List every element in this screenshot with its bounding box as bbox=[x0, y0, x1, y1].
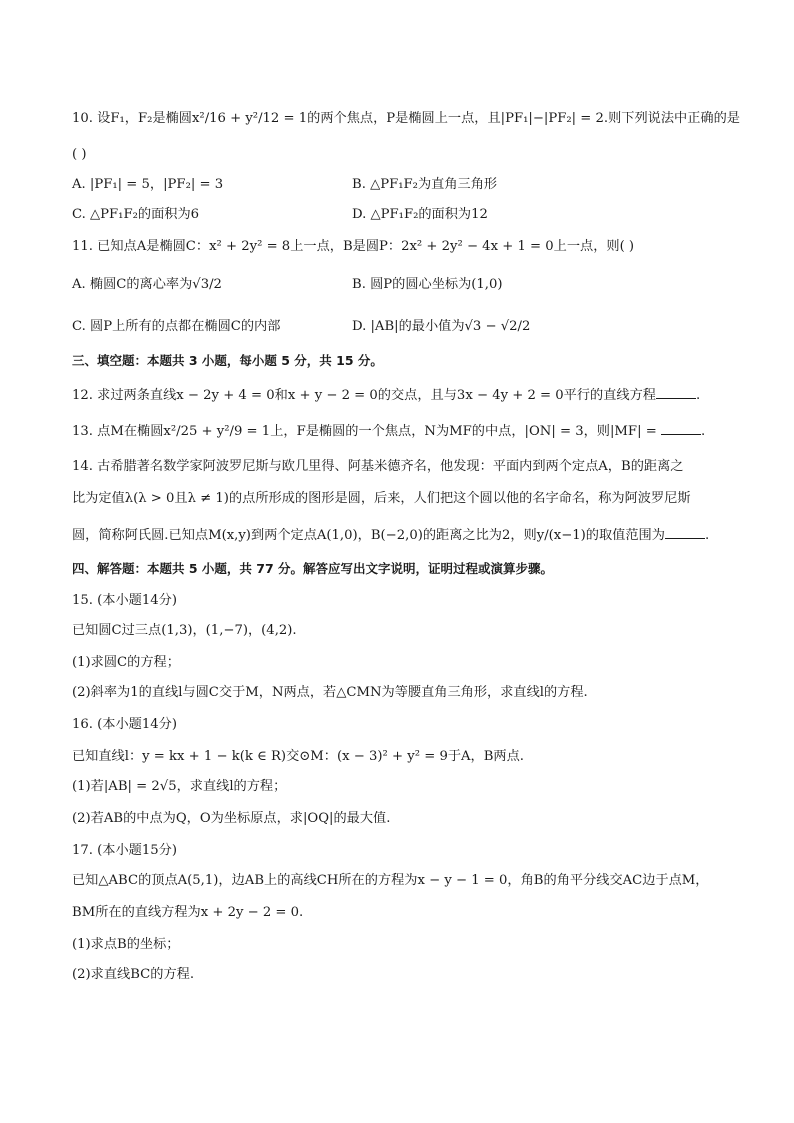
q13-text: 13. 点M在椭圆x²/25 + y²/9 = 1上，F是椭圆的一个焦点，N为MF的中点，|ON| = 3，则|MF| = . bbox=[72, 420, 724, 441]
q12-stem: 12. 求过两条直线x − 2y + 4 = 0和x + y − 2 = 0的交点，且与3x − 4y + 2 = 0平行的直线方程 bbox=[72, 388, 656, 403]
q14-line1: 14. 古希腊著名数学家阿波罗尼斯与欧几里得、阿基米德齐名，他发现：平面内到两个定点A，B的距离之 bbox=[72, 459, 684, 474]
section-4-heading: 四、解答题：本题共 5 小题，共 77 分。解答应写出文字说明，证明过程或演算步骤。 bbox=[72, 561, 554, 576]
q11-option-d: D. |AB|的最小值为√3 − √2/2 bbox=[352, 319, 531, 334]
q15-line1: 已知圆C过三点(1,3)，(1,−7)，(4,2). bbox=[72, 623, 297, 638]
q17-line4: (2)求直线BC的方程. bbox=[72, 967, 195, 982]
q16-heading: 16. (本小题14分) bbox=[72, 717, 177, 732]
q11-stem: 11. 已知点A是椭圆C：x² + 2y² = 8上一点，B是圆P：2x² + 2y² − 4x + 1 = 0上一点，则( ) bbox=[72, 239, 635, 254]
q16-line1: 已知直线l：y = kx + 1 − k(k ∈ R)交⊙M：(x − 3)² + y² = 9于A，B两点. bbox=[72, 749, 524, 764]
q16-line3: (2)若AB的中点为Q，O为坐标原点，求|OQ|的最大值. bbox=[72, 811, 391, 826]
q10-options-row2 bbox=[72, 206, 724, 224]
q14-line3-wrap: 圆，简称阿氏圆.已知点M(x,y)到两个定点A(1,0)，B(−2,0)的距离之比为2，则y/(x−1)的取值范围为 . bbox=[72, 524, 724, 545]
q10-options-row1 bbox=[72, 176, 724, 194]
q15-heading: 15. (本小题14分) bbox=[72, 593, 177, 608]
q11-options-row2 bbox=[72, 318, 724, 336]
q10-answer-paren: ( ) bbox=[72, 147, 87, 162]
q11-option-b: B. 圆P的圆心坐标为(1,0) bbox=[352, 277, 503, 292]
q14-answer-blank bbox=[665, 524, 705, 539]
q12-answer-blank bbox=[656, 384, 696, 399]
q10-option-d: D. △PF₁F₂的面积为12 bbox=[352, 207, 488, 222]
q11-option-c: C. 圆P上所有的点都在椭圆C的内部 bbox=[72, 319, 281, 334]
q14-line2: 比为定值λ(λ > 0且λ ≠ 1)的点所形成的图形是圆，后来，人们把这个圆以他的名字命名，称为阿波罗尼斯 bbox=[72, 491, 691, 506]
q11-option-a: A. 椭圆C的离心率为√3/2 bbox=[72, 277, 222, 292]
q14-line3: 圆，简称阿氏圆.已知点M(x,y)到两个定点A(1,0)，B(−2,0)的距离之比为2，则y/(x−1)的取值范围为 bbox=[72, 528, 665, 543]
q17-line3: (1)求点B的坐标； bbox=[72, 937, 180, 952]
q11-options-row1 bbox=[72, 276, 724, 294]
q17-line1: 已知△ABC的顶点A(5,1)，边AB上的高线CH所在的方程为x − y − 1 = 0，角B的角平分线交AC边于点M， bbox=[72, 873, 709, 888]
q17-heading: 17. (本小题15分) bbox=[72, 843, 177, 858]
q10-option-c: C. △PF₁F₂的面积为6 bbox=[72, 207, 200, 222]
q12-text: 12. 求过两条直线x − 2y + 4 = 0和x + y − 2 = 0的交点，且与3x − 4y + 2 = 0平行的直线方程 . bbox=[72, 384, 724, 405]
q15-line2: (1)求圆C的方程； bbox=[72, 655, 180, 670]
q13-stem: 13. 点M在椭圆x²/25 + y²/9 = 1上，F是椭圆的一个焦点，N为MF的中点，|ON| = 3，则|MF| = bbox=[72, 424, 661, 439]
section-3-heading: 三、填空题：本题共 3 小题，每小题 5 分，共 15 分。 bbox=[72, 353, 383, 368]
q13-answer-blank bbox=[661, 420, 701, 435]
q15-line3: (2)斜率为1的直线l与圆C交于M，N两点，若△CMN为等腰直角三角形，求直线l的方程. bbox=[72, 685, 588, 700]
q17-line2: BM所在的直线方程为x + 2y − 2 = 0. bbox=[72, 905, 304, 920]
q10-stem: 10. 设F₁，F₂是椭圆x²/16 + y²/12 = 1的两个焦点，P是椭圆上一点，且|PF₁|−|PF₂| = 2.则下列说法中正确的是 bbox=[72, 111, 740, 126]
q10-option-b: B. △PF₁F₂为直角三角形 bbox=[352, 177, 498, 192]
q16-line2: (1)若|AB| = 2√5，求直线l的方程； bbox=[72, 779, 287, 794]
q10-option-a: A. |PF₁| = 5，|PF₂| = 3 bbox=[72, 177, 224, 192]
